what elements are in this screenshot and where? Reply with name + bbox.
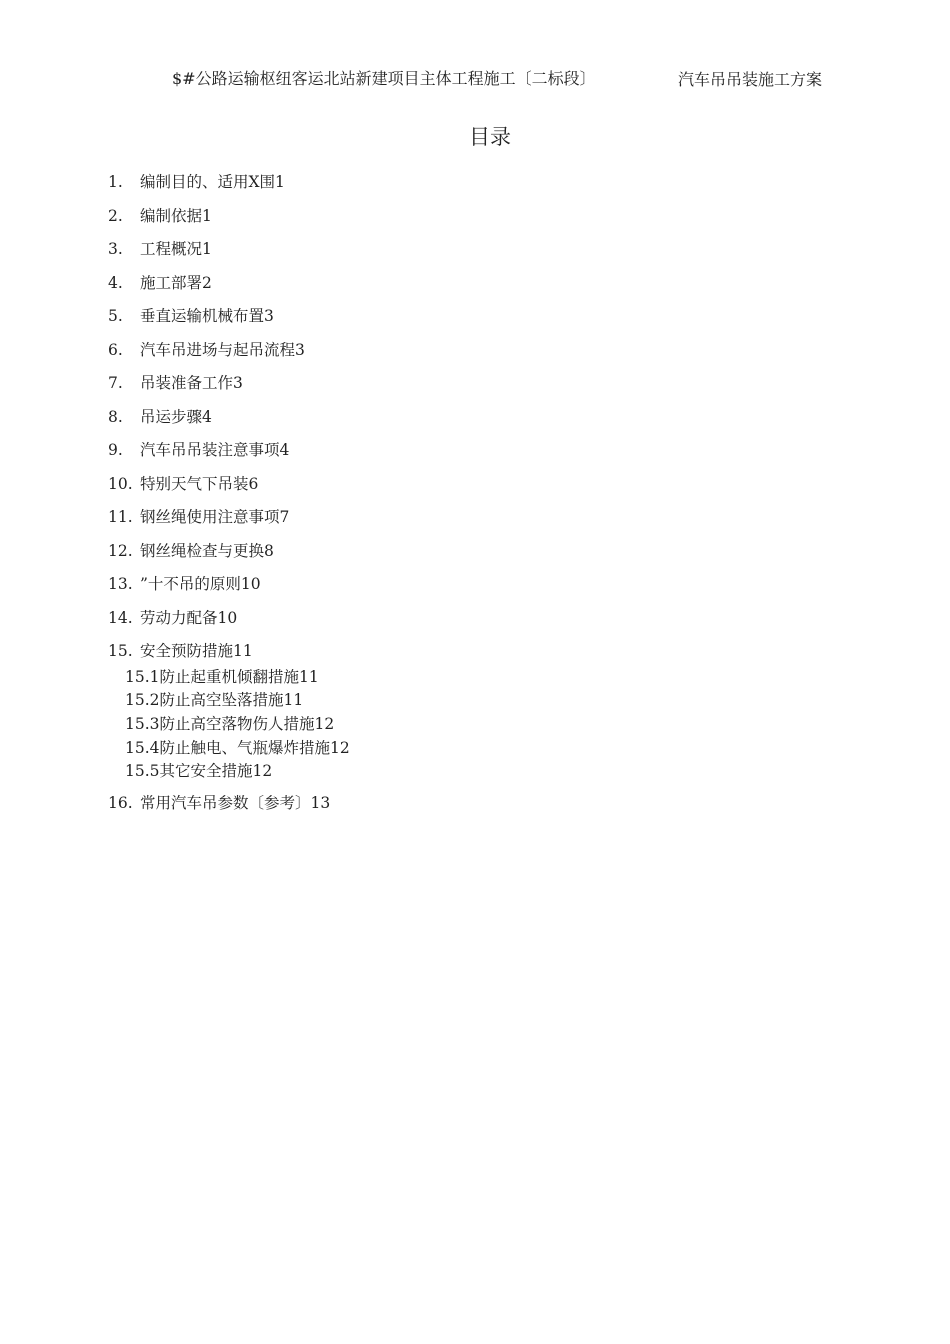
toc-item-text: 编制目的、适用X围1 [140, 173, 285, 191]
toc-subitem[interactable]: 15.1防止起重机倾翻措施11 [125, 667, 319, 686]
toc-item[interactable] [108, 205, 350, 239]
toc-subitem[interactable]: 15.4防止触电、气瓶爆炸措施12 [125, 738, 350, 757]
toc-item[interactable] [108, 540, 350, 574]
toc-item-text: 常用汽车吊参数〔参考〕13 [140, 793, 331, 812]
toc-item-number: 12. [108, 541, 133, 560]
toc-item-number: 3. [108, 240, 123, 258]
toc-item[interactable] [108, 339, 350, 373]
toc-item-text: 垂直运输机械布置3 [140, 307, 274, 325]
toc-item-text: ”十不吊的原则10 [140, 575, 261, 593]
table-of-contents [108, 171, 350, 825]
toc-item-text: 工程概况1 [140, 240, 212, 258]
toc-item-text: 吊运步骤4 [140, 407, 212, 426]
toc-item-text: 特别天气下吊装6 [140, 474, 259, 493]
header-document-title: 汽车吊吊装施工方案 [678, 70, 823, 89]
toc-item[interactable] [108, 573, 350, 607]
toc-item[interactable] [108, 372, 350, 406]
toc-item-number: 7. [108, 374, 123, 392]
toc-item[interactable] [108, 506, 350, 540]
toc-item-number: 15. [108, 642, 133, 660]
toc-item-number: 10. [108, 474, 133, 493]
toc-item-number: 8. [108, 407, 123, 426]
toc-item-number: 5. [108, 307, 123, 325]
toc-item-number: 16. [108, 793, 133, 812]
toc-item-number: 6. [108, 340, 123, 359]
header-project-title: $#公路运输枢纽客运北站新建项目主体工程施工〔二标段〕 [172, 69, 596, 88]
toc-item-text: 钢丝绳使用注意事项7 [140, 508, 290, 526]
toc-subitem[interactable]: 15.5其它安全措施12 [125, 762, 273, 781]
toc-item[interactable] [108, 171, 350, 205]
toc-item-text: 施工部署2 [140, 273, 212, 292]
toc-item-text: 汽车吊吊装注意事项4 [140, 441, 290, 459]
toc-item[interactable] [108, 406, 350, 440]
toc-item-text: 编制依据1 [140, 206, 212, 225]
toc-item-text: 汽车吊进场与起吊流程3 [140, 340, 305, 359]
toc-item-number: 4. [108, 273, 123, 292]
toc-item[interactable] [108, 272, 350, 306]
toc-item[interactable] [108, 473, 350, 507]
toc-item-text: 吊装准备工作3 [140, 374, 243, 392]
toc-item[interactable] [108, 439, 350, 473]
toc-item-number: 13. [108, 575, 133, 593]
toc-item-text: 劳动力配备10 [140, 608, 238, 627]
toc-item[interactable] [108, 238, 350, 272]
toc-item-number: 14. [108, 608, 133, 627]
toc-subsection-group [108, 666, 350, 784]
toc-subitem[interactable]: 15.3防止高空落物伤人措施12 [125, 714, 335, 733]
toc-sublist [108, 666, 350, 784]
toc-subitem[interactable]: 15.2防止高空坠落措施11 [125, 691, 304, 710]
toc-item-text: 钢丝绳检查与更换8 [140, 541, 274, 560]
toc-item-number: 1. [108, 173, 123, 191]
toc-item[interactable] [108, 607, 350, 641]
toc-item[interactable] [108, 792, 350, 826]
toc-item-number: 9. [108, 441, 123, 459]
toc-item[interactable] [108, 305, 350, 339]
page-title: 目录 [469, 125, 511, 149]
toc-item-text: 安全预防措施11 [140, 642, 253, 660]
toc-item-number: 2. [108, 206, 123, 225]
toc-item-number: 11. [108, 508, 133, 526]
